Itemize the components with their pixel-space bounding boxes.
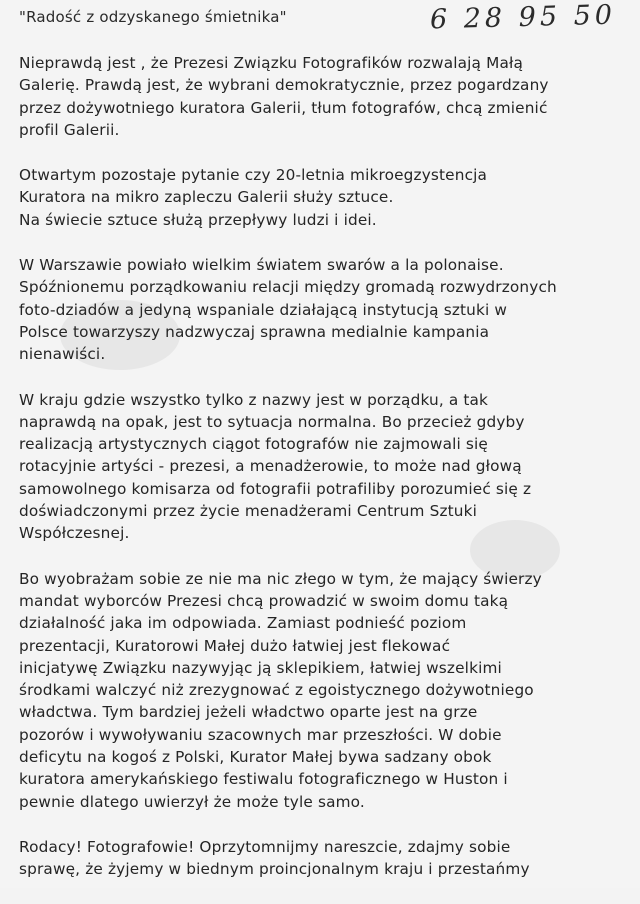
text-line: Na świecie sztuce służą przepływy ludzi i idei. — [19, 210, 377, 229]
paragraph — [19, 52, 629, 141]
document-title: "Radość z odzyskanego śmietnika" — [19, 8, 287, 26]
text-line: nienawiści. — [19, 345, 106, 364]
paragraph — [19, 568, 629, 813]
text-line: Galerię. Prawdą jest, że wybrani demokratycznie, przez pogardzany — [19, 76, 549, 95]
text-line: realizacją artystycznych ciągot fotografów nie zajmowali się — [19, 435, 488, 454]
paragraph — [19, 164, 629, 231]
text-line: Nieprawdą jest , że Prezesi Związku Fotografików rozwalają Małą — [19, 54, 523, 72]
text-line: W kraju gdzie wszystko tylko z nazwy jest w porządku, a tak — [19, 390, 489, 409]
text-line: środkami walczyć niż zrezygnować z egoistycznego dożywotniego — [19, 681, 534, 700]
text-line: profil Galerii. — [19, 120, 120, 139]
handwritten-number: 6 28 95 50 — [429, 0, 617, 36]
text-line: doświadczonymi przez życie menadżerami Centrum Sztuki — [19, 502, 478, 521]
text-line: pewnie dlatego uwierzył że może tyle samo. — [19, 792, 365, 811]
text-line: Spóźnionemu porządkowaniu relacji między gromadą rozwydrzonych — [19, 278, 557, 297]
text-line: W Warszawie powiało wielkim światem swarów a la polonaise. — [19, 256, 504, 275]
paragraph — [19, 836, 629, 881]
paragraph — [19, 254, 629, 365]
text-line: Kuratora na mikro zapleczu Galerii służy sztuce. — [19, 188, 394, 207]
text-line: sprawę, że żyjemy w biednym proincjonalnym kraju i przestańmy — [19, 860, 530, 879]
text-line: samowolnego komisarza od fotografii potrafiliby porozumieć się z — [19, 479, 532, 498]
text-line: deficytu na kogoś z Polski, Kurator Małej bywa sadzany obok — [19, 748, 492, 767]
text-line: przez dożywotniego kuratora Galerii, tłum fotografów, chcą zmienić — [19, 98, 548, 117]
text-line: foto-dziadów a jedyną wspaniale działającą instytucją sztuki w — [19, 300, 508, 319]
text-line: inicjatywę Związku nazywyjąc ją sklepikiem, łatwiej wszelkimi — [19, 658, 502, 677]
text-line: rotacyjnie artyści - prezesi, a menadżerowie, to może nad głową — [19, 457, 522, 476]
paragraph — [19, 389, 629, 545]
document-body — [19, 52, 629, 904]
text-line: Otwartym pozostaje pytanie czy 20-letnia mikroegzystencja — [19, 166, 488, 185]
text-line: pozorów i wywoływaniu szacownych mar przeszłości. W dobie — [19, 725, 502, 744]
text-line: Polsce towarzyszy nadzwyczaj sprawna medialnie kampania — [19, 322, 490, 341]
text-line: mandat wyborców Prezesi chcą prowadzić w swoim domu taką — [19, 591, 509, 610]
text-line: Rodacy! Fotografowie! Oprzytomnijmy nareszcie, zdajmy sobie — [19, 837, 511, 856]
text-line: kuratora amerykańskiego festiwalu fotograficznego w Huston i — [19, 770, 508, 789]
text-line: Bo wyobrażam sobie ze nie ma nic złego w tym, że mający świerzy — [19, 569, 542, 588]
text-line: działalność jaka im odpowiada. Zamiast podnieść poziom — [19, 614, 467, 633]
text-line: Współczesnej. — [19, 524, 130, 543]
text-line: władctwa. Tym bardziej jeżeli władctwo oparte jest na grze — [19, 703, 478, 722]
text-line: naprawdą na opak, jest to sytuacja normalna. Bo przecież gdyby — [19, 412, 525, 431]
text-line: prezentacji, Kuratorowi Małej dużo łatwiej jest flekować — [19, 636, 451, 655]
